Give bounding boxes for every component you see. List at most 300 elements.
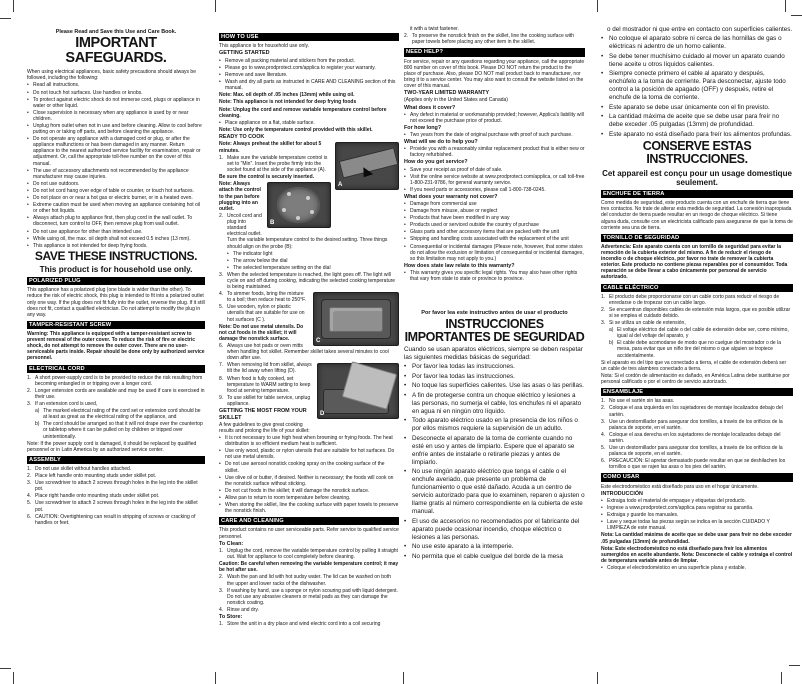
item-text: Store the unit in a dry place and wind electric cord into a coil securing [227, 621, 381, 628]
bullet-item [219, 461, 399, 473]
item-number: 5. [27, 500, 32, 507]
item-text: Always use hot pads or oven mitts when handling hot skillet. Remember skillet takes several minutes to cool down after use. [227, 343, 389, 362]
numbered-item [219, 155, 399, 173]
crop-mark [791, 15, 802, 16]
subheading: How does state law relate to this warranty? [404, 262, 515, 269]
item-number: 2. [219, 213, 224, 220]
section-bar: ENSAMBLAJE [601, 388, 793, 396]
bullet-item [404, 187, 585, 193]
bullet-item [27, 215, 205, 227]
paragraph: Nota: La cantidad máxima de aceite que se debe usar para freír no debe exceder .05 pulgadas (13mm) de profundidad. [601, 532, 792, 545]
item-text: Coloque el electrodoméstico en una superficie plana y estable. [607, 565, 746, 572]
bullet-item [227, 251, 399, 257]
numbered-item [601, 307, 793, 319]
bullet-item [227, 258, 399, 264]
section-bar: ASSEMBLY [27, 456, 205, 464]
item-number: 1. [27, 374, 32, 381]
paragraph: Note: If the power supply cord is damaged, it should be replaced by qualified personnel or in Latin America by an authorized service center. [27, 440, 197, 453]
item-text: No coloque el aparato sobre ni cerca de las hornillas de gas o eléctricas ni adentro de un horno caliente. [609, 35, 782, 51]
bullet-item [219, 488, 399, 494]
numbered-list [601, 398, 793, 470]
item-text: Rinse and dry. [227, 606, 259, 613]
bullet-list [601, 498, 793, 531]
subheading: What does it cover? [404, 104, 456, 111]
item-text: Make sure the variable temperature control is set to "Min". Insert the probe firmly into the socket found at the side of the appliance (A). [227, 154, 328, 173]
numbered-item [27, 480, 205, 492]
section-bar: COMO USAR [601, 473, 793, 481]
item-text: When storing the skillet, line the cooking surface with paper towels to preserve the nonstick finish. [225, 502, 399, 515]
paragraph: A few guidelines to give great cooking results and prolong the life of your skillet: [219, 421, 310, 434]
item-number: 1. [219, 547, 224, 554]
subheading: GETTING STARTED [219, 50, 270, 57]
item-text: Se debe tener muchísimo cuidado al mover un aparato cuando tiene aceite u otros líquidos calientes. [609, 52, 785, 68]
section-bar: POLARIZED PLUG [27, 277, 205, 285]
item-number: 2. [27, 473, 32, 480]
numbered-item [35, 408, 205, 420]
item-text: Remove all packing material and stickers from the product. [225, 57, 356, 64]
item-number: 6. [27, 513, 32, 520]
item-number: 2. [219, 574, 224, 581]
item-text: Read all instructions. [33, 82, 80, 89]
item-number: 4. [219, 606, 224, 613]
numbered-list [219, 155, 399, 173]
numbered-item [601, 405, 793, 417]
bullet-item [601, 70, 793, 102]
item-text: PRECAUCIÓN: El apretar demasiado puede resultar en que se deshilachen los tornillos o que se rajen las asas o los pies del sartén. [609, 458, 786, 471]
section-bar: ENCHUFE DE TIERRA [601, 190, 793, 198]
item-number: 2. [404, 33, 409, 40]
item-text: Products that have been modified in any way [410, 215, 510, 222]
center-note: Cet appareil est conçu pour un usage domestique seulement. [602, 168, 792, 187]
item-text: Ingrese a www.prodprotect.com/applica para registrar su garantía. [607, 505, 754, 512]
bullet-item [404, 174, 585, 186]
item-text: Provide you with a reasonably similar replacement product that is either new or factory refurbished. [410, 146, 585, 159]
dial-dot-icon [282, 208, 286, 212]
numbered-item [27, 466, 205, 472]
figure-label: B [270, 220, 275, 227]
bullet-item [219, 448, 399, 460]
item-text: Save your receipt as proof of date of sale. [410, 166, 503, 173]
item-text: Do not cut foods in the skillet; it will damage the nonstick surface. [225, 487, 370, 494]
bullet-item [27, 110, 205, 122]
item-text: Por favor lea todas las instrucciones. [412, 372, 515, 380]
item-text: Use only wood, plastic or nylon utensils that are suitable for hot surfaces. Do not use metal utensils. [225, 448, 395, 461]
item-text: Wash the pan and lid with hot sudsy water. The lid can be washed on both the upper and lower racks of the dishwasher. [227, 574, 391, 587]
item-text: To use skillet for table service, unplug appliance. [227, 394, 311, 407]
paragraph: Advertencia: Este aparato cuenta con un tornillo de seguridad para evitar la remoción de la cubierta exterior del mismo. A fin de reducir el riesgo de incendio o de choque eléctrico, por favor no trate de remover la cubierta exterior. Este producto no contiene piezas reparables por el consumidor. Toda reparación se debe llevar a cabo únicamente por personal de servicio autorizado. [601, 243, 788, 281]
bullet-list [219, 58, 399, 91]
item-number: 1. [219, 621, 224, 628]
bullet-item [601, 131, 793, 139]
item-number: 4. [601, 431, 606, 438]
item-text: When the selected temperature is reached, the light goes off. The light will cycle on and off during cooking, indicating the selected cooking temperature is being maintained. [227, 271, 396, 291]
item-text: To simmer foods, bring the mixture to a boil; then reduce heat to 250°F. [227, 291, 306, 304]
item-text: If an extension cord is used, [35, 401, 98, 408]
bullet-item [404, 382, 585, 390]
subheading: INTRODUCCIÓN [601, 490, 643, 497]
bullet-item [601, 512, 793, 518]
item-text: Coloque el asa izquierda en los sujetadores de montaje localizados debajo del sartén. [609, 405, 783, 418]
item-text: Extraiga y guarde los manuales. [607, 512, 679, 519]
numbered-item [219, 376, 399, 394]
section-bar: TORNILLO DE SEGURIDAD [601, 234, 793, 242]
item-text: Shipping and handling costs associated with the replacement of the unit [410, 236, 569, 243]
item-number: 1. [27, 466, 32, 472]
item-text: It is not necessary to use high heat when browning or frying foods. The heat distribution is so efficient medium heat is sufficient. [225, 435, 393, 448]
item-text: Do not operate any appliance with a damaged cord or plug, or after the appliance malfunctions or has been damaged in any manner. Return appliance to the nearest authorized service facility for examination, repair or adjustment. Or, call the appropriate toll-free number on the cover of this manual. [33, 136, 201, 167]
bullet-item [404, 435, 585, 467]
crop-mark [597, 672, 598, 684]
item-number: 5. [601, 445, 606, 452]
center-note: This product is for household use only. [39, 264, 193, 274]
bullet-item [27, 236, 205, 242]
bullet-list [219, 435, 399, 514]
continuation-paragraph: it with a twist fastener. [410, 26, 459, 32]
item-text: Extraiga todo el material de empaque y etiquetas del producto. [607, 497, 746, 504]
subheading: TWO-YEAR LIMITED WARRANTY [404, 90, 490, 97]
numbered-list [27, 375, 205, 440]
section-bar: CARE AND CLEANING [219, 517, 399, 525]
item-number: 9. [219, 394, 224, 401]
paragraph: Warning: This appliance is equipped with a tamper-resistant screw to prevent removal of the outer cover. To reduce the risk of fire or electric shock, do not attempt to remove the outer cover. There are no user-serviceable parts inside. Repair should be done only by authorized service personnel. [27, 331, 205, 362]
item-text: Este aparato se debe usar únicamente con el fin previsto. [609, 103, 770, 111]
bullet-item [404, 229, 585, 235]
bullet-item [601, 35, 793, 51]
bullet-item [404, 553, 585, 561]
paragraph: Si el aparato es del tipo que va conectado a tierra, el cable de extensión deberá ser un cable de tres alambres conectado a tierra. [601, 359, 787, 372]
bullet-item [404, 112, 585, 124]
numbered-item [609, 340, 793, 358]
bullet-item [219, 79, 399, 91]
main-heading: CONSERVE ESTAS INSTRUCCIONES. [642, 139, 752, 167]
numbered-item [27, 388, 205, 400]
item-number: a) [35, 408, 40, 415]
item-text: When food is fully cooked, set temperature to WARM setting to keep food at serving temperature. [227, 375, 311, 394]
item-number: 5. [219, 304, 224, 311]
item-text: Todo aparato eléctrico usado en la presencia de los niños o por ellos mismos requiere la supervisión de un adulto. [412, 417, 578, 433]
numbered-item [27, 500, 205, 512]
spacer [404, 283, 585, 309]
bullet-item [27, 82, 205, 88]
figure-label: C [316, 338, 321, 345]
item-text: The marked electrical rating of the cord set or extension cord should be at least as great as the electrical rating of the appliance, and [43, 408, 201, 421]
subheading: To Store: [219, 614, 243, 620]
numbered-list [219, 213, 399, 250]
paragraph: Cuando se usan aparatos eléctricos, siempre se deben respetar las siguientes medidas básicas de seguridad: [404, 346, 583, 362]
bullet-item [27, 243, 205, 249]
item-text: Do not use appliance for other than intended use. [33, 228, 143, 235]
bullet-list [219, 251, 399, 271]
crop-mark [0, 668, 11, 669]
item-text: Use olive oil or butter, if desired. Neither is necessary; the foods will cook on the nonstick surface without sticking. [225, 474, 394, 487]
bullet-item [27, 168, 205, 180]
figure-label: D [320, 411, 325, 418]
bullet-list [404, 146, 585, 158]
bullet-item [404, 215, 585, 221]
item-text: Products used or serviced outside the country of purchase [410, 222, 539, 229]
numbered-item [601, 432, 793, 444]
numbered-item [219, 574, 399, 586]
crop-mark [215, 0, 216, 12]
main-heading: INSTRUCCIONES IMPORTANTES DE SEGURIDAD [404, 316, 585, 344]
paragraph: Nota: Si el cordón de alimentación es dañado, en América Latina debe sustituirse por personal calificado o por el centro de servicio autorizado. [601, 373, 790, 386]
item-text: No use ningún aparato eléctrico que tenga el cable o el enchufe averiado, que presente un problema de funcionamiento o que esté dañado. Acuda a un centro de servicio autorizado para que lo examinen, reparen o ajusten o llame gratis al número correspondiente en la cubierta de este manual. [412, 468, 585, 516]
crop-mark [781, 672, 782, 684]
paragraph: Note: Use only the temperature control provided with this skillet. [219, 127, 373, 134]
numbered-item [601, 320, 793, 326]
item-text: Use un destornillador para asegurar dos tornillos, a través de los orificios de la palanca de soporte, en el sartén. [609, 418, 783, 431]
item-number: 7. [219, 362, 224, 369]
item-text: Do not touch hot surfaces. Use handles or knobs. [33, 89, 143, 96]
item-text: A short power-supply cord is to be provided to reduce the risk resulting from becoming entangled in or tripping over a longer cord. [35, 374, 203, 387]
item-number: 2. [601, 306, 606, 313]
item-text: Use screwdriver to attach 2 screws through holes in the leg into the skillet pot. [35, 500, 198, 513]
crop-mark [789, 665, 800, 666]
numbered-list [219, 362, 399, 407]
bullet-item [27, 188, 205, 194]
figure-label: A [338, 182, 343, 189]
bullet-item [219, 475, 399, 487]
numbered-list [219, 343, 399, 361]
crop-mark [13, 0, 14, 12]
item-text: The indicator light [233, 250, 273, 257]
numbered-list [219, 272, 399, 290]
numbered-list [219, 574, 399, 613]
item-text: Always attach plug to appliance first, then plug cord in the wall outlet. To disconnect, turn control to OFF, then remove plug from wall outlet. [33, 215, 193, 228]
bullet-item [219, 120, 399, 126]
item-text: The selected temperature setting on the dial [233, 264, 331, 271]
paragraph: Note: Always attach the control to the pan before plugging into an outlet. [219, 181, 261, 212]
numbered-item [219, 343, 399, 361]
item-text: Unplug from outlet when not in use and before cleaning. Allow to cool before putting on or taking off parts, and before cleaning the appliance. [33, 123, 202, 136]
item-number: 3. [601, 320, 606, 327]
item-text: Por favor lea todas las instrucciones. [412, 363, 515, 371]
subheading: To Clean: [219, 540, 244, 547]
section-bar: NEED HELP? [404, 48, 585, 56]
bullet-list [404, 132, 585, 138]
numbered-item [219, 362, 399, 374]
main-heading: SAVE THESE INSTRUCTIONS. [34, 248, 198, 263]
bullet-item [27, 195, 205, 201]
item-number: a) [609, 327, 614, 334]
item-text: Place appliance on a flat, stable surface. [225, 119, 315, 126]
item-text: Uncoil cord and plug into standard electrical outlet. Turn the variable temperature control to the desired setting. Three things should align on the probe (B): [227, 213, 388, 250]
item-text: Please go to www.prodprotect.com/applica to register your warranty. [225, 64, 376, 71]
paragraph: Nota: Este electrodoméstico no está diseñado para freír los alimentos sumergidos en aceite abundante. Nota: Desconecte el cable y extraiga el control de temperatura variable antes de limpiar. [601, 545, 793, 564]
item-number: 1. [601, 293, 606, 300]
numbered-list [601, 294, 793, 359]
bullet-item [601, 53, 793, 69]
numbered-list [404, 33, 585, 45]
item-text: No use el sartén sin las asas. [609, 398, 675, 405]
paragraph: Note: Unplug the cord and remove variable temperature control before cleaning. [219, 106, 387, 119]
bullet-item [219, 72, 399, 78]
item-text: Longer extension cords are available and may be used if care is exercised in their use. [35, 387, 205, 400]
bullet-item [601, 519, 793, 531]
item-text: El uso de accesorios no recomendados por el fabricante del aparato puede ocasionar incendio, choque eléctrico o lesiones a las personas. [412, 517, 580, 541]
numbered-item [404, 33, 585, 45]
bullet-item [601, 565, 793, 571]
numbered-item [27, 401, 205, 407]
item-number: 1. [219, 154, 224, 161]
item-number: 6. [219, 343, 224, 350]
item-text: The arrow below the dial [233, 257, 288, 264]
item-number: 3. [219, 271, 224, 278]
item-text: While using oil, the max. oil depth shall not exceed 0.5 inches (13 mm). [33, 235, 191, 242]
item-number: b) [609, 340, 614, 347]
bullet-list [601, 565, 793, 571]
item-text: To preserve the nonstick finish on the skillet, line the cooking surface with paper towels before placing any other item in the skillet. [412, 33, 575, 46]
numbered-item [219, 548, 399, 560]
bullet-item [27, 123, 205, 135]
item-text: No use este aparato a la intemperie. [412, 543, 514, 551]
numbered-item [609, 327, 793, 339]
column-english-safeguards [27, 28, 205, 527]
item-number: 6. [601, 458, 606, 465]
paragraph: Note: Max. oil depth of .05 inches (13mm) while using oil. [219, 92, 355, 99]
bullet-item [404, 222, 585, 228]
center-note: Por favor lea este instructivo antes de usar el producto [421, 310, 568, 317]
column-spanish-instructions [601, 26, 793, 572]
item-number: 3. [27, 401, 32, 408]
bullet-item [404, 132, 585, 138]
paragraph: Caution: Be careful when removing the variable temperature control; it may be hot after use. [219, 561, 399, 574]
item-text: When removing lid from skillet, always tilt the lid away when lifting (D). [227, 362, 312, 375]
bullet-item [404, 392, 585, 416]
bullet-item [601, 498, 793, 504]
paragraph: Como medida de seguridad, este producto cuenta con un enchufe de tierra que tiene tres contactos. No trate de alterar esta medida de seguridad. La conexión inapropiada del conductor de tierra puede resultar en un riesgo de choque eléctrico. Si tiene alguna duda, consulte con un electricista calificado para asegurarse de que la toma de corriente sea una de tierra. [601, 200, 793, 231]
item-text: Damage from misuse, abuse or neglect [410, 208, 498, 215]
item-number: b) [35, 421, 40, 428]
item-text: Damage from commercial use [410, 201, 477, 207]
item-text: Place right handle onto mounting studs under skillet pot. [35, 493, 160, 500]
center-note: Please Read and Save this Use and Care Book. [55, 29, 177, 35]
bullet-item [219, 502, 399, 514]
numbered-item [219, 607, 399, 613]
paragraph: For service, repair or any questions regarding your appliance, call the appropriate 800 number on cover of this book. Please DO NOT return the product to the place of purchase. Also, please DO NOT mail product back to manufacturer, nor bring it to a service center. You may also want to consult the website listed on the cover of this manual. [404, 58, 585, 90]
bullet-list [219, 120, 399, 126]
main-heading: IMPORTANT SAFEGUARDS. [65, 35, 167, 67]
paragraph: Note: This appliance is not intended for deep frying foods [219, 99, 357, 106]
item-text: Remove and save literature. [225, 71, 288, 78]
item-text: A fin de protegerse contra un choque eléctrico y lesiones a las personas, no sumerja el cable, los enchufes ni el aparato en agua ni en ningún otro líquido. [412, 391, 582, 415]
bullet-item [27, 181, 205, 187]
item-text: Use screwdriver to attach 2 screws through holes in the leg into the skillet pot. [35, 480, 198, 493]
item-text: No toque las superficies calientes. Use las asas o las perillas. [412, 382, 584, 390]
numbered-item [601, 458, 793, 470]
paragraph: Be sure the control is securely inserted. [219, 174, 315, 181]
crop-mark [597, 0, 598, 12]
subheading: GETTING THE MOST FROM YOUR SKILLET [219, 408, 307, 421]
bullet-item [404, 543, 585, 551]
item-text: Allow pan to return to room temperature before cleaning. [225, 494, 351, 501]
crop-mark [403, 672, 404, 684]
section-bar: TAMPER-RESISTANT SCREW [27, 321, 205, 329]
item-text: La cantidad máxima de aceite que se debe usar para freír no debe exceder .05 pulgadas (13mm) de profundidad. [609, 113, 780, 129]
item-text: Se encuentran disponibles cables de extensión más largos, que es posible utilizar si se emplea el cuidado debido. [609, 306, 791, 319]
item-text: Use wooden, nylon or plastic utensils that are suitable for use on hot surfaces (C ). [227, 304, 305, 323]
numbered-item [27, 514, 205, 526]
numbered-item [219, 395, 399, 407]
item-number: 3. [219, 587, 224, 594]
bullet-item [404, 518, 585, 542]
subheading: READY TO COOK [219, 134, 265, 141]
bullet-list [404, 270, 585, 282]
bullet-item [404, 201, 585, 207]
bullet-item [404, 167, 585, 173]
numbered-list [27, 466, 205, 526]
item-text: El voltaje eléctrico del cable o del cable de extensión debe ser, como mínimo, igual al del voltaje del aparato, y [617, 327, 789, 340]
bullet-item [219, 58, 399, 64]
item-text: The use of accessory attachments not recommended by the appliance manufacturer may cause injuries. [33, 167, 189, 180]
bullet-item [219, 435, 399, 447]
paragraph: (Applies only in the United States and Canada) [404, 97, 508, 104]
numbered-item [219, 272, 399, 290]
numbered-item [219, 291, 399, 303]
item-text: Do not place on or near a hot gas or electric burner, or in a heated oven. [33, 195, 193, 202]
bullet-item [404, 146, 585, 158]
item-text: This warranty gives you specific legal rights. You may also have other rights that vary from state to state or province to province. [410, 269, 578, 283]
bullet-item [404, 373, 585, 381]
item-text: The cord should be arranged so that it will not drape over the countertop or tabletop where it can be pulled on by children or tripped over unintentionally. [43, 421, 203, 440]
item-number: 3. [601, 418, 606, 425]
item-number: 2. [27, 387, 32, 394]
item-text: Close supervision is necessary when any appliance is used by or near children. [33, 109, 189, 122]
section-bar: ELECTRICAL CORD [27, 365, 205, 373]
item-text: CAUTION: Overtightening can result in stripping of screws or cracking of handles or feet. [35, 513, 196, 526]
item-text: Do not use aerosol nonstick cooking spray on the cooking surface of the skillet. [225, 461, 385, 474]
paragraph: Note: Do not use metal utensils. Do not cut foods in the skillet; it will damage the nonstick surface. [219, 323, 304, 342]
bullet-item [404, 236, 585, 242]
bullet-list [404, 363, 585, 561]
bullet-item [227, 265, 399, 271]
item-text: Use un destornillador para asegurar dos tornillos, a través de los orificios de la palanca de soporte, en el sartén. [609, 445, 783, 458]
item-text: Lave y seque todas las piezas según se indica en la sección CUIDADO Y LIMPIEZA de este manual. [607, 519, 770, 532]
bullet-item [27, 97, 205, 109]
item-text: Coloque el asa derecha en los sujetadores de montaje localizados debajo del sartén. [609, 431, 781, 444]
numbered-list [219, 291, 399, 322]
item-text: Consequential or incidental damages (Please note, however, that some states do not allow the exclusion or limitation of consequential or incidental damages, so this limitation may not apply to you.) [410, 243, 584, 262]
item-text: El cable debe acomodarse de modo que no cuelgue del mostrador o de la mesa, para evitar que un niño tire del mismo o que alguien se tropiece accidentalmente. [617, 340, 781, 359]
paragraph: This product contains no user serviceable parts. Refer service to qualified service personnel. [219, 527, 399, 540]
bullet-item [219, 65, 399, 71]
item-text: Wash and dry all parts as instructed in CARE AND CLEANING section of this manual. [225, 78, 396, 91]
item-number: 1. [601, 398, 606, 405]
subheading: For how long? [404, 124, 442, 131]
bullet-item [219, 495, 399, 501]
item-text: Siempre conecte primero el cable al aparato y después, enchúfelo a la toma de corriente. Para desconectar, ajuste todo control a la posición de apagado (OFF) y después, retire el enchufe de la toma de corriente. [609, 70, 786, 102]
subheading: How do you get service? [404, 159, 468, 166]
item-text: Extreme caution must be used when moving an appliance containing hot oil or other hot liquids. [33, 202, 201, 215]
item-text: Desconecte el aparato de la toma de corriente cuando no esté en uso y antes de limpiarlo. Espere que el aparato se enfríe antes de instalarle o retirarle piezas y antes de limpiarlo. [412, 434, 575, 466]
bullet-list [404, 201, 585, 262]
item-number: 3. [27, 480, 32, 487]
item-text: To protect against electric shock do not immerse cord, plugs or appliance in water or other liquid. [33, 96, 200, 109]
item-text: This appliance is not intended for deep frying foods. [33, 242, 148, 249]
bullet-item [404, 468, 585, 516]
numbered-list [219, 621, 399, 627]
item-text: Two years from the date of original purchase with proof of such purchase. [410, 132, 573, 139]
subheading: What will we do to help you? [404, 139, 478, 146]
item-text: Place left handle onto mounting studs under skillet pot. [35, 473, 157, 480]
bullet-list [404, 167, 585, 193]
section-bar: CABLE ELÉCTRICO [601, 284, 793, 292]
numbered-item [35, 421, 205, 439]
column-how-to-use [219, 30, 399, 628]
crop-mark [13, 672, 14, 684]
item-number: 4. [27, 493, 32, 500]
item-text: Este aparato no está diseñado para freír los alimentos profundas. [609, 130, 792, 138]
